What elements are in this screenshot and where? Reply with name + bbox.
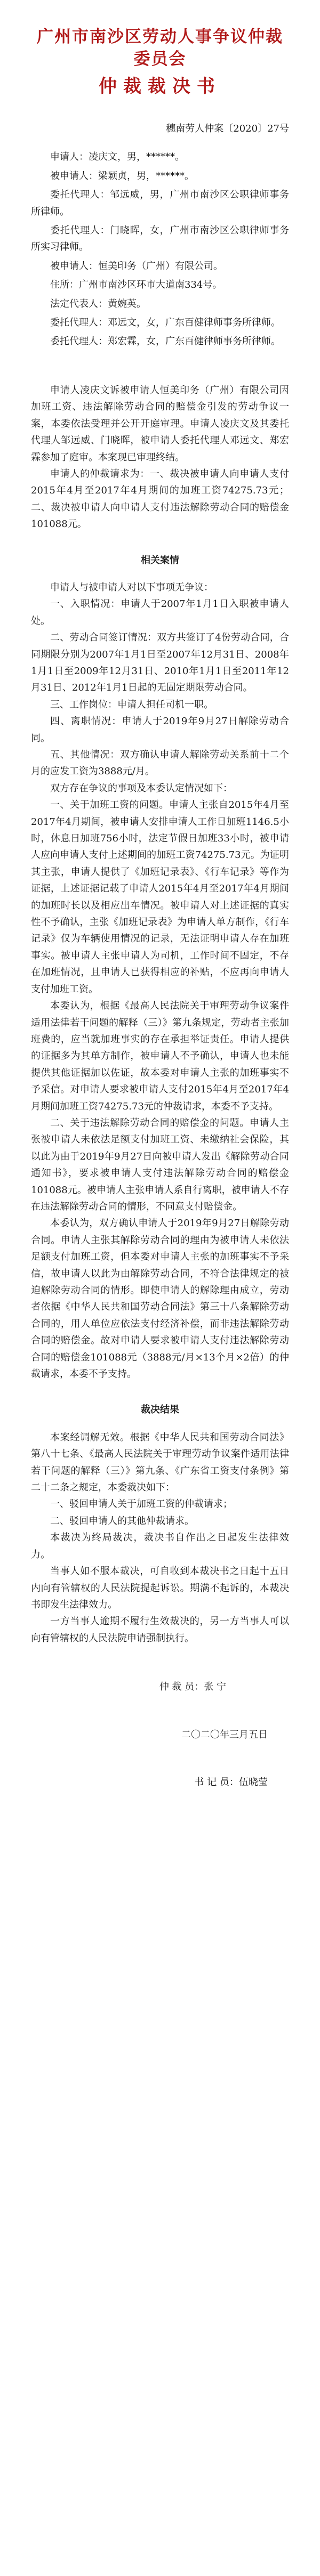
case-number: 穗南劳人仲案〔2020〕27号: [166, 123, 289, 134]
ruling-paragraph: 一、驳回申请人关于加班工资的仲裁请求；: [50, 1498, 233, 1510]
ruling-paragraph: 一方当事人逾期不履行生效裁决的，另一方当事人可以向有管辖权的人民法院申请强制执行。: [31, 1616, 289, 1644]
ruling-heading: 裁决结果: [141, 1404, 179, 1416]
arbitrator-signature: 仲 裁 员：张 宁: [159, 1681, 226, 1693]
award-date: 二〇二〇年三月五日: [181, 1729, 268, 1740]
party-line: 委托代理人：邹远威，男，广州市南沙区公职律师事务所律师。: [31, 189, 289, 217]
parties-block: [31, 149, 289, 350]
ruling-paragraph: 当事人如不服本裁决，可自收到本裁决书之日起十五日内向有管辖权的人民法院提起诉讼。期满不起诉的，本裁决书即发生法律效力。: [31, 1566, 289, 1610]
facts-paragraph: 一、关于加班工资的问题。申请人主张自2015年4月至2017年4月期间，被申请人安排申请人工作日加班1146.5小时，休息日加班756小时，法定节假日加班33小时，被申请人应向申请人支付上述期间的加班工资74275.73元。为证明其主张，申请人提供了《加班记录表》、《行车记录》等作为证据，上述证据记载了申请人2015年4月至2017年4月期间的加班时长以及相应出车情况。被申请人对上述证据的真实性不予确认，主张《加班记录表》为申请人单方制作，《行车记录》仅为车辆使用情况的记录，无法证明申请人存在加班事实。被申请人主张申请人为司机，工作时间不固定，不存在加班情况，且申请人已获得相应的补贴，不应再向申请人支付加班工资。: [31, 799, 289, 995]
party-line: 被申请人：梁颖贞，男，******。: [50, 170, 194, 182]
facts-paragraph: 双方存在争议的事项及本委认定情况如下：: [50, 782, 233, 794]
facts-heading: 相关案情: [141, 554, 179, 566]
facts-block: [31, 579, 289, 1383]
party-line: 委托代理人：门晓晖，女，广州市南沙区公职律师事务所实习律师。: [31, 225, 289, 253]
party-line: 委托代理人：邓远文，女，广东百健律师事务所律师。: [50, 317, 281, 329]
ruling-block: [31, 1429, 289, 1647]
ruling-paragraph: 二、驳回申请人的其他仲裁请求。: [50, 1515, 194, 1527]
ruling-paragraph: 本裁决为终局裁决，裁决书自作出之日起发生法律效力。: [31, 1532, 289, 1560]
commission-title: 广州市南沙区劳动人事争议仲裁委员会: [37, 27, 283, 69]
facts-paragraph: 二、关于违法解除劳动合同的赔偿金的问题。申请人主张被申请人未依法足额支付加班工资、未缴纳社会保险，其以此为由于2019年9月27日向被申请人发出《解除劳动合同通知书》，要求被申请人支付违法解除劳动合同的赔偿金101088元。被申请人主张申请人系自行离职，被申请人不存在违法解除劳动合同的情形，不同意支付赔偿金。: [31, 1117, 289, 1212]
party-line: 委托代理人：郑宏霖，女，广东百健律师事务所律师。: [50, 336, 281, 347]
intro-block: [31, 382, 289, 533]
party-line: 法定代表人：黄婉英。: [50, 298, 146, 310]
facts-paragraph: 四、离职情况：申请人于2019年9月27日解除劳动合同。: [31, 716, 289, 744]
party-line: 住所：广州市南沙区环市大道南334号。: [50, 279, 222, 291]
facts-paragraph: 申请人与被申请人对以下事项无争议：: [50, 581, 213, 593]
clerk-signature: 书 记 员：伍晓莹: [194, 1776, 268, 1788]
facts-paragraph: 本委认为，双方确认申请人于2019年9月27日解除劳动合同。申请人主张其解除劳动合同的理由为被申请人未依法足额支付加班工资，但本委对申请人主张的加班事实不予采信，故申请人以此为由解除劳动合同，不符合法律规定的被迫解除劳动合同的情形。即使申请人的解除理由成立，劳动者依据《中华人民共和国劳动合同法》第三十八条解除劳动合同的，用人单位应依法支付经济补偿，而非违法解除劳动合同的赔偿金。故对申请人要求被申请人支付违法解除劳动合同的赔偿金101088元（3888元/月×13个月×2倍）的仲裁请求，本委不予支持。: [31, 1218, 289, 1380]
facts-paragraph: 本委认为，根据《最高人民法院关于审理劳动争议案件适用法律若干问题的解释（三）》第九条规定，劳动者主张加班费的，应当就加班事实的存在承担举证责任。申请人提供的证据多为其单方制作，被申请人不予确认，申请人也未能提供其他证据加以佐证，故本委对申请人主张的加班事实不予采信。对申请人要求被申请人支付2015年4月至2017年4月期间加班工资74275.73元的仲裁请求，本委不予支持。: [31, 1000, 289, 1112]
document-title: 仲裁裁决书: [99, 76, 221, 97]
party-line: 申请人：凌庆文，男，******。: [50, 151, 185, 163]
ruling-paragraph: 本案经调解无效。根据《中华人民共和国劳动合同法》第八十七条、《最高人民法院关于审理劳动争议案件适用法律若干问题的解释（三）》第九条、《广东省工资支付条例》第二十二条之规定，本委裁决如下：: [31, 1431, 289, 1494]
facts-paragraph: 三、工作岗位：申请人担任司机一职。: [50, 699, 213, 710]
claims-paragraph: 申请人的仲裁请求为：一、裁决被申请人向申请人支付2015年4月至2017年4月期间的加班工资74275.73元；二、裁决被申请人向申请人支付违法解除劳动合同的赔偿金101088元。: [31, 468, 289, 530]
facts-paragraph: 五、其他情况：双方确认申请人解除劳动关系前十二个月的应发工资为3888元/月。: [31, 749, 289, 777]
facts-paragraph: 二、劳动合同签订情况：双方共签订了4份劳动合同，合同期限分别为2007年1月1日至2007年12月31日、2008年1月1日至2009年12月31日、2010年1月1日至2011年12月31日、2012年1月1日起的无固定期限劳动合同。: [31, 632, 289, 694]
facts-paragraph: 一、入职情况：申请人于2007年1月1日入职被申请人处。: [31, 598, 289, 627]
party-line: 被申请人：恒美印务（广州）有限公司。: [50, 260, 223, 272]
intro-paragraph: 申请人凌庆文诉被申请人恒美印务（广州）有限公司因加班工资、违法解除劳动合同的赔偿金引发的劳动争议一案，本委依法受理并公开开庭审理。申请人凌庆文及其委托代理人邹远威、门晓晖，被申请人委托代理人邓远文、郑宏霖参加了庭审。本案现已审理终结。: [31, 384, 289, 463]
